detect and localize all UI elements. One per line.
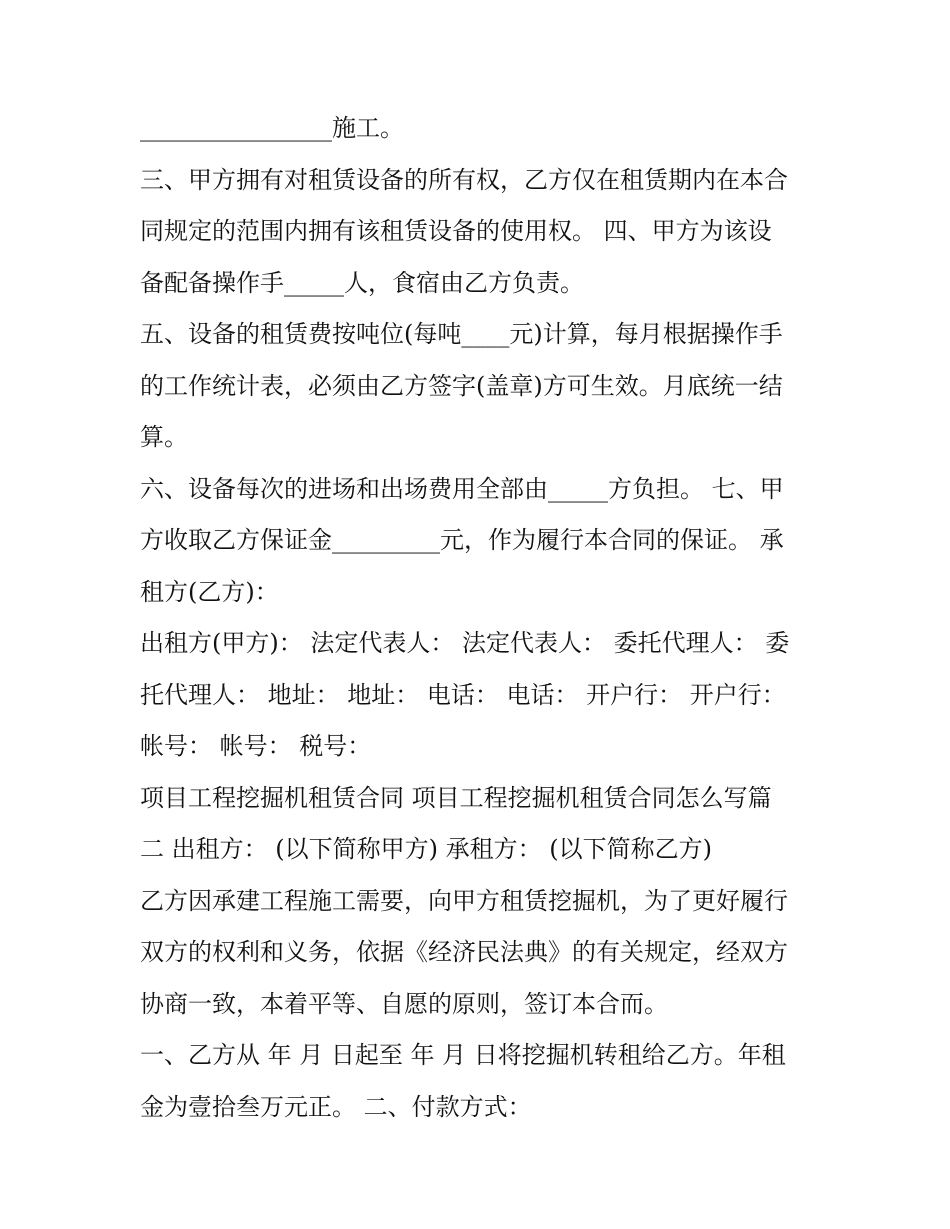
text-line: 三、甲方拥有对租赁设备的所有权，乙方仅在租赁期内在本合 — [140, 165, 788, 194]
text-line: 金为壹拾叁万元正。 二、付款方式： — [140, 1092, 532, 1121]
text-line: 协商一致，本着平等、自愿的原则，签订本合而。 — [140, 989, 668, 1018]
text-line: 备配备操作手_____人，食宿由乙方负责。 — [140, 268, 584, 297]
text-line: 双方的权利和义务，依据《经济民法典》的有关规定，经双方 — [140, 938, 788, 966]
text-line: 六、设备每次的进场和出场费用全部由_____方负担。 七、甲 — [140, 474, 784, 503]
text-line: 的工作统计表，必须由乙方签字(盖章)方可生效。月底统一结 — [140, 371, 783, 400]
text-line: 帐号： 帐号： 税号： — [140, 732, 372, 760]
text-line: 一、乙方从 年 月 日起至 年 月 日将挖掘机转租给乙方。年租 — [140, 1041, 786, 1069]
text-line: 方收取乙方保证金_________元，作为履行本合同的保证。 承 — [140, 526, 784, 554]
text-line: 出租方(甲方)： 法定代表人： 法定代表人： 委托代理人： 委 — [140, 629, 790, 657]
text-line: 托代理人： 地址： 地址： 电话： 电话： 开户行： 开户行： — [140, 680, 786, 709]
text-line: 算。 — [140, 423, 188, 451]
text-line: 项目工程挖掘机租赁合同 项目工程挖掘机租赁合同怎么写篇 — [140, 783, 772, 812]
document-body — [140, 103, 820, 1133]
text-line: 乙方因承建工程施工需要，向甲方租赁挖掘机，为了更好履行 — [140, 886, 788, 915]
text-line: 五、设备的租赁费按吨位(每吨____元)计算，每月根据操作手 — [140, 320, 783, 348]
text-line: 租方(乙方)： — [140, 577, 279, 606]
text-line: ________________施工。 — [140, 114, 404, 142]
text-line: 同规定的范围内拥有该租赁设备的使用权。 四、甲方为该设 — [140, 217, 772, 245]
text-line: 二 出租方： (以下简称甲方) 承租方： (以下简称乙方) — [140, 835, 712, 863]
